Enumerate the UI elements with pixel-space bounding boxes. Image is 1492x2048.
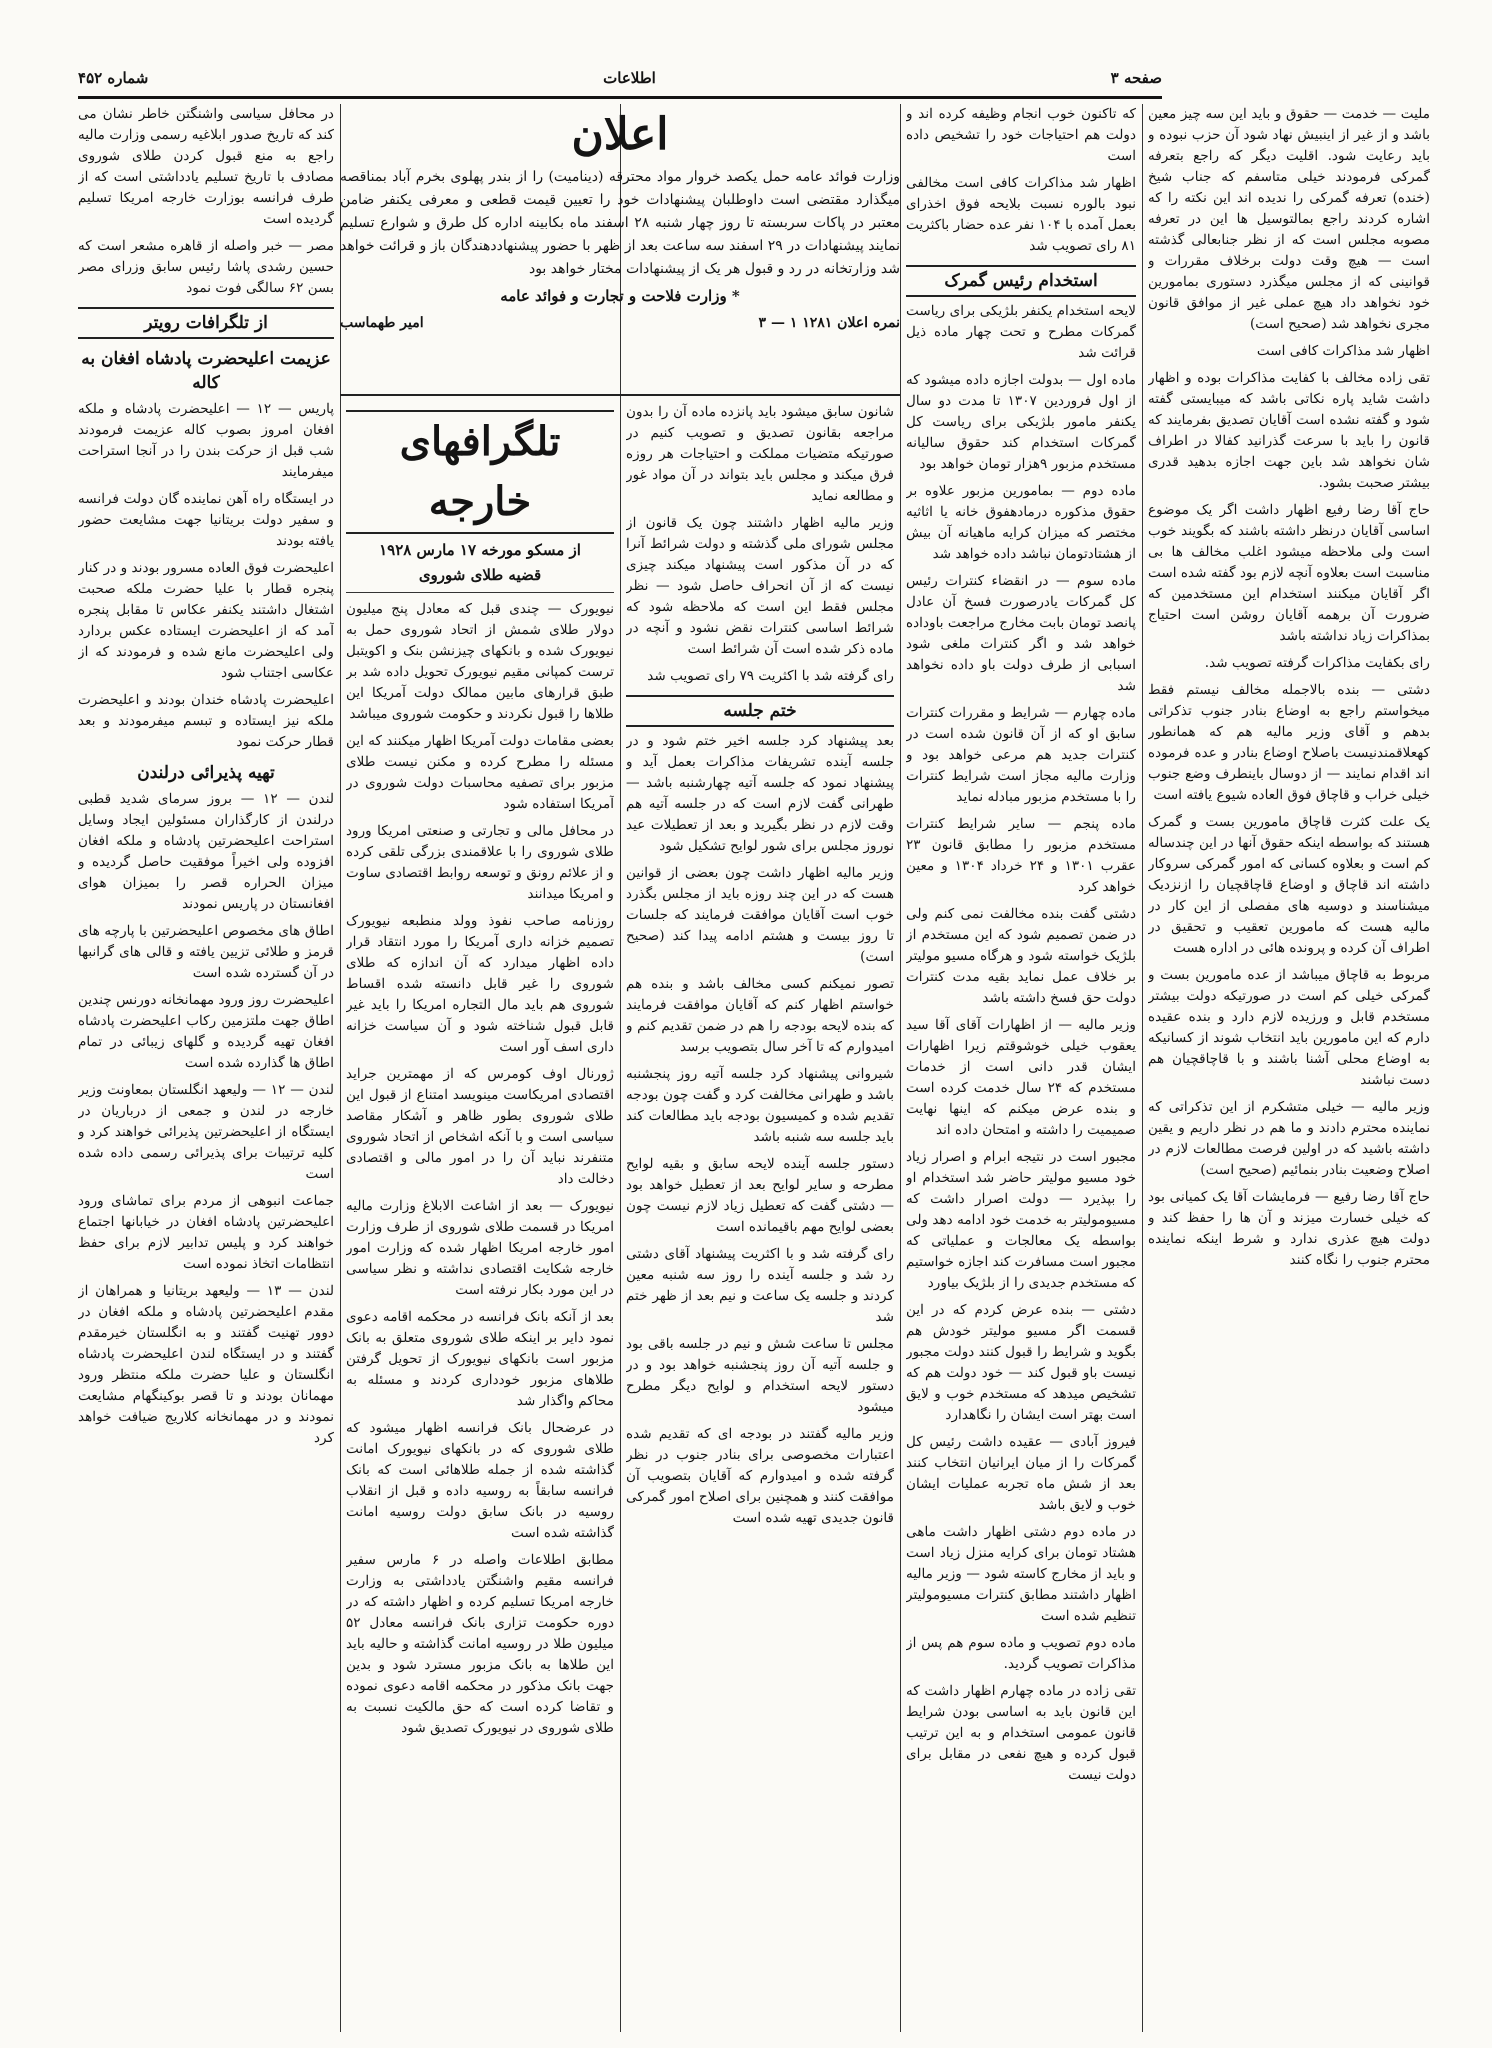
ad-footer <box>340 312 900 335</box>
paragraph: در ماده دوم دشتی اظهار داشت ماهی هشتاد تومان برای کرایه منزل زیاد است و باید از مخارج کاسته شود — وزیر مالیه اظهار داشتند مطابق کنترات مسیومولیتر تنظیم شده است <box>906 1524 1136 1624</box>
foreign-telegrams-title: تلگرافهای خارجه <box>346 410 614 534</box>
paragraph: ملیت — خدمت — حقوق و باید این سه چیز معین باشد و از غیر از اینبیش نهاد شود آن حزب نبوده و باید رعایت شود. اقلیت دیگر که راجع بتعرفه گمرکی فرمودند خیلی متاسفم که جناب شیخ (خنده) تعرفه گمرکی را ندیده اند این نکته را که اشاره کردند راجع بمالتوسیل ها این در تعرفه مصوبه مجلس است که از نظر جنابعالی گذشته است — هیچ وقت دولت برخلاف مقررات و قوانینی که از مجلس میگذرد دستوری بمامورین خود نخواهد داد هیچ عملی غیر از موافق قانون مجری نخواهد شد (صحیح است) <box>1148 106 1430 332</box>
paragraph: دشتی — بنده بالاجمله مخالف نیستم فقط میخواستم راجع به اوضاع بنادر جنوب تذکراتی بدهم و آقای وزیر مالیه هم که همانطور کهعلاقمندنیست باصلاح اوضاع بنادر و عده فرموده اند اقدام نمایند — از دوسال باینطرف وضع جنوب خیلی خراب و قاچاق فوق العاده شیوع یافته است <box>1148 682 1430 803</box>
page-number: صفحه ۳ <box>1110 69 1162 87</box>
column-rule <box>1142 104 1143 2032</box>
column-1 <box>1148 104 1430 2032</box>
paragraph: اطاق های مخصوص اعلیحضرتین با پارچه های قرمز و طلائی تزیین یافته و قالی های گرانبها در آن گسترده شده است <box>78 923 334 981</box>
paragraph: شیروانی پیشنهاد کرد جلسه آتیه روز پنجشنبه باشد و طهرانی مخالفت کرد و گفت چون بودجه تقدیم شده و کمیسیون بودجه باید مطالعات کند باید جلسه سه شنبه باشد <box>626 1066 894 1145</box>
paragraph: دشتی — بنده عرض کردم که در این قسمت اگر مسیو مولیتر خودش هم بگوید و شرایط را قبول کنند دولت مجبور نیست باو قبول کند — خود دولت هم که تشخیص میدهد که مستخدم خوب و لایق است بهتر است ایشان را نگاهدارد <box>906 1302 1136 1423</box>
section-heading: استخدام رئیس گمرک <box>906 265 1136 297</box>
paragraph: پاریس — ۱۲ — اعلیحضرت پادشاه و ملکه افغان امروز بصوب کاله عزیمت فرمودند شب قبل از حرکت بندن را در آنجا استراحت میفرمایند <box>78 401 334 480</box>
paragraph: نیویورک — بعد از اشاعت الابلاغ وزارت مالیه امریکا در قسمت طلای شوروی از طرف وزارت امور خارجه امریکا اظهار شده که وزارت امور خارجه شکایت اقتصادی نداشته و نظر سیاسی در این مورد بکار نرفته است <box>346 1198 614 1298</box>
issue-number: شماره ۴۵۲ <box>78 69 149 87</box>
section-heading: تهیه پذیرائی درلندن <box>137 763 275 783</box>
paragraph: حاج آقا رضا رفیع — فرمایشات آقا یک کمیانی بود که خیلی خسارت میزند و آن ها را حفظ کند و دولت هیچ عذری ندارد و شرط اینکه نماینده محترم جنوب را نگاه کنند <box>1148 1189 1430 1268</box>
paragraph: دستور جلسه آینده لایحه سابق و بقیه لوایح مطرحه و سایر لوایح بعد از تعطیل خواهد بود — دشتی گفت که تعطیل زیاد لازم نیست چون بعضی لوایح مهم باقیمانده است <box>626 1156 894 1235</box>
paragraph: لندن — ۱۳ — ولیعهد بریتانیا و همراهان از مقدم اعلیحضرتین پادشاه و ملکه افغان در دوور تهنیت گفتند و به انگلستان خیرمقدم گفتند و در ایستگاه لندن اعلیحضرت پادشاه انگلستان و علیا حضرت ملکه منتظر ورود مهمانان بودند و تا قصر بوکینگهام مشایعت نمودند و در مهمانخانه کلاریج ضیافت خواهد کرد <box>78 1283 334 1446</box>
paragraph: بعضی مقامات دولت آمریکا اظهار میکنند که این مسئله را مطرح کرده و مکنن نیست طلای مزبور برای تصفیه محاسبات دولت شوروی در آمریکا استفاده شود <box>346 733 614 812</box>
paragraph: در عرضحال بانک فرانسه اظهار میشود که طلای شوروی که در بانکهای نیویورک امانت گذاشته شده از جمله طلاهائی است که بانک فرانسه سابقاً به روسیه داده و قبل از انقلاب روسیه در بانک سابق دولت روسیه امانت گذاشته شده است <box>346 1420 614 1541</box>
paragraph: ماده چهارم — شرایط و مقررات کنترات سابق او که از آن قانون شده است در کنترات جدید هم مرعی خواهد بود و وزارت مالیه مجاز است شرایط کنترات را با مستخدم مزبور مبادله نماید <box>906 705 1136 805</box>
paragraph: نیویورک — چندی قبل که معادل پنج میلیون دولار طلای شمش از اتحاد شوروی حمل به نیویورک شده و بانکهای چیزنشن بنک و اکویتبل ترست کمپانی مقیم نیویورک تحویل داده شد بر طبق قرارهای مابین ممالک دولت آمریکا این طلاها را قبول نکردند و حکومت شوروی میباشد <box>346 601 614 722</box>
paragraph: مجلس تا ساعت شش و نیم در جلسه باقی بود و جلسه آتیه آن روز پنجشنبه خواهد بود و در دستور لایحه استخدام و لوایح دیگر مطرح میشود <box>626 1336 894 1415</box>
page-header <box>78 62 1162 94</box>
paragraph: اظهار شد مذاکرات کافی است مخالفی نبود بالوره نسبت بلایحه فوق اخذرای بعمل آمده با ۱۰۴ نفر عده حضار باکثریت ۸۱ رای تصویب شد <box>906 175 1136 254</box>
paragraph: فیروز آبادی — عقیده داشت رئیس کل گمرکات را از میان ایرانیان انتخاب کنند بعد از شش ماه تجربه عملیات ایشان خوب و لایق باشد <box>906 1434 1136 1513</box>
paragraph: در ایستگاه راه آهن نماینده گان دولت فرانسه و سفیر دولت بریتانیا جهت مشایعت حضور یافته بودند <box>78 491 334 549</box>
paragraph: جماعت انبوهی از مردم برای تماشای ورود اعلیحضرتین پادشاه افغان در خیابانها اجتماع خواهند کرد و پلیس تدابیر لازم برای حفظ انتظامات اتخاذ نموده است <box>78 1193 334 1272</box>
paragraph: ماده دوم تصویب و ماده سوم هم پس از مذاکرات تصویب گردید. <box>906 1635 1136 1672</box>
column-3 <box>626 402 894 2032</box>
section-heading: از تلگرافات رویتر <box>78 307 334 339</box>
paragraph: وزیر مالیه اظهار داشت چون بعضی از قوانین هست که در این چند روزه باید از مجلس بگذرد خوب است آقایان موافقت فرمایند که جلسات تا روز بیست و هشتم ادامه پیدا کند (صحیح است) <box>626 865 894 965</box>
paragraph: اعلیحضرت روز ورود مهمانخانه دورنس چندین اطاق جهت ملتزمین رکاب اعلیحضرت پادشاه افغان تهیه گردیده و گلهای زیبائی در تمام اطاق ها گذارده شده است <box>78 992 334 1071</box>
advertisement <box>340 104 900 396</box>
section-heading: ختم جلسه <box>626 695 894 727</box>
paragraph: ژورنال اوف کومرس که از مهمترین جراید اقتصادی امریکاست مینویسد امتناع از قبول این طلای شوروی بطور ظاهر و آشکار مقاصد سیاسی است و با آنکه اشخاص از اتحاد شوروی متنفرند نباید آن را در امور مالی و اقتصادی دخالت داد <box>346 1066 614 1187</box>
section-heading: عزیمت اعلیحضرت پادشاه افغان به کاله <box>81 349 331 393</box>
paragraph: حاج آقا رضا رفیع اظهار داشت اگر یک موضوع اساسی آقایان درنظر داشته باشند که بگویند خوب است ولی ملاحظه میشود اغلب مخالف ها بی مناسبت است بعلاوه آنچه لازم بود گفته شده است اگر آقایان میکنند استخدام این مستخدمین که ضرورت آن برهمه آقایان روشن است احتیاج بمذاکرات زیاد نداشته باشد <box>1148 502 1430 644</box>
paragraph: اظهار شد مذاکرات کافی است <box>1256 343 1430 359</box>
ad-ministry: * وزارت فلاحت و تجارت و فوائد عامه <box>500 287 740 305</box>
paragraph: ماده سوم — در انقضاء کنترات رئیس کل گمرکات یادرصورت فسخ آن عادل پانصد تومان بابت مخارج مراجعت باوداده خواهد شد و اگر کنترات ملغی شود اسبابی از طرف دولت باو داده نخواهد شد <box>906 573 1136 694</box>
paragraph: ماده پنجم — سایر شرایط کنترات مستخدم مزبور را مطابق قانون ۲۳ عقرب ۱۳۰۱ و ۲۴ خرداد ۱۳۰۴ و معین خواهد کرد <box>906 816 1136 895</box>
paragraph: بعد پیشنهاد کرد جلسه اخیر ختم شود و در جلسه آینده تشریفات مذاکرات بعمل آید و پیشنهاد نمود که جلسه آتیه چهارشنبه باشد — طهرانی گفت لازم است که در جلسه آتیه هم وقت لازم در نظر بگیرید و بعد از تعطیلات عید نوروز مجلس برای شور لوایح تشکیل شود <box>626 733 894 854</box>
paragraph: بعد از آنکه بانک فرانسه در محکمه اقامه دعوی نمود دایر بر اینکه طلای شوروی متعلق به بانک مزبور است بانکهای نیویورک از تحویل گرفتن طلاهای مزبور خودداری کردند و مسئله به محاکم واگذار شد <box>346 1309 614 1409</box>
paragraph: تقی زاده مخالف با کفایت مذاکرات بوده و اظهار داشت شاید پاره نکاتی باشد که میبایستی گفته شود و گفته نشده است آقایان تصدیق بفرمایند که قانون را باید با سرعت گذرانید کفالا در اطراف شان نخواهد شد باین جهت اجازه بدهید قدری بیشتر صحبت بشود. <box>1148 370 1430 491</box>
ad-title: اعلان <box>571 109 669 160</box>
newspaper-name: اطلاعات <box>603 69 656 87</box>
paragraph: رای گرفته شد و با اکثریت پیشنهاد آقای دشتی رد شد و جلسه آینده را روز سه شنبه معین کردند و جلسه یک ساعت و نیم بعد از ظهر ختم شد <box>626 1246 894 1325</box>
paragraph: لندن — ۱۲ — بروز سرمای شدید قطبی درلندن از کارگذاران مسئولین ایجاد وسایل استراحت اعلیحضرتین پادشاه و ملکه افغان افزوده ولی اخیراً موفقیت حاصل گردیده و میزان الحراره قصر را بمیزان هوای افغانستان در پاریس نمودند <box>78 791 334 912</box>
column-2 <box>906 104 1136 2032</box>
paragraph: یک علت کثرت قاچاق مامورین بست و گمرک هستند که بواسطه اینکه حقوق آنها در این چندساله کم است و بعلاوه کسانی که امور گمرکی سروکار داشته اند قاچاق و اوضاع قاچاقچیان را ازنزدیک میشناسند و دوسیه های مفصلی از این کار در مالیه هست که مامورین تعقیب و تحقیق در اطراف آن کرده و پرونده هائی در اداره هست <box>1148 814 1430 956</box>
paragraph: تصور نمیکنم کسی مخالف باشد و بنده هم خواستم اظهار کنم که آقایان موافقت فرمایند که بنده لایحه بودجه را هم در ضمن تقدیم کنم و امیدوارم که تا آخر سال بتصویب برسد <box>626 976 894 1055</box>
paragraph: وزیر مالیه — خیلی متشکرم از این تذکراتی که نماینده محترم دادند و ما هم در نظر داریم و یقین داشته باشید که در اولین فرصت مطالعات لازم در اصلاح وضعیت بنادر بنمائیم (صحیح است) <box>1148 1099 1430 1178</box>
paragraph: که تاکنون خوب انجام وظیفه کرده اند و دولت هم احتیاجات خود را تشخیص داده است <box>906 106 1136 164</box>
paragraph: مجبور است در نتیجه ابرام و اصرار زیاد خود مسیو مولیتر حاضر شد استخدام او را بپذیرد — دولت اصرار داشت که مسیومولیتر به خدمت خود ادامه دهد ولی بواسطه یک معالجات و عملیاتی که مجبور است مسافرت کند اجازه خواستیم که مستخدم جدیدی را از بلژیک بیاورد <box>906 1149 1136 1291</box>
paragraph: لایحه استخدام یکنفر بلژیکی برای ریاست گمرکات مطرح و تحت چهار ماده ذیل قرائت شد <box>906 303 1136 361</box>
paragraph: وزیر مالیه — از اظهارات آقای آقا سید یعقوب خیلی خوشوقتم زیرا اظهارات ایشان قدر دانی است از خدمات مستخدم که ۲۴ سال خدمت کرده است و بنده عرض میکنم که اینها نهایت صمیمیت را داشته و امتحان داده اند <box>906 1017 1136 1138</box>
paragraph: رای گرفته شد با اکثریت ۷۹ رای تصویب شد <box>647 668 894 684</box>
ad-number: نمره اعلان ۱۲۸۱ ۱ — ۳ <box>758 315 900 331</box>
paragraph: شانون سابق میشود باید پانزده ماده آن را بدون مراجعه بقانون تصدیق و تصویب کنیم در صورتیکه متضیات مملکت و احتیاجات هر روزه فرق میکند و مجلس باید بتواند در آن مواد غور و مطالعه نماید <box>626 404 894 504</box>
subheading: قضیه طلای شوروی <box>418 566 542 584</box>
column-5 <box>78 104 334 2032</box>
paragraph: مصر — خبر واصله از قاهره مشعر است که حسین رشدی پاشا رئیس سابق وزرای مصر بسن ۶۲ سالگی فوت نمود <box>78 238 334 296</box>
paragraph: مربوط به قاچاق میباشد از عده مامورین بست و گمرکی خیلی کم است در صورتیکه دولت بیشتر مستخدم قابل و ورزیده لازم دارد و بنده عقیده دارم که این مامورین باید انتخاب شوند از کسانیکه به اوضاع محلی آشنا باشند و با قاچاقچیان هم دست نباشند <box>1148 967 1430 1088</box>
column-4 <box>346 402 614 2032</box>
paragraph: در محافل مالی و تجارتی و صنعتی امریکا ورود طلای شوروی را با علاقمندی بزرگی تلقی کرده و از علائم رونق و توسعه روابط اقتصادی ساوت و امریکا میدانند <box>346 823 614 902</box>
paragraph: اعلیحضرت پادشاه خندان بودند و اعلیحضرت ملکه نیز ایستاده و تبسم میفرمودند و بعد قطار حرکت نمود <box>78 692 334 750</box>
paragraph: ماده اول — بدولت اجازه داده میشود که از اول فروردین ۱۳۰۷ تا مدت دو سال یکنفر مامور بلژیکی برای ریاست کل گمرکات استخدام کند حقوق سالیانه مستخدم مزبور ۹هزار تومان خواهد بود <box>906 372 1136 472</box>
paragraph: در محافل سیاسی واشنگتن خاطر نشان می کند که تاریخ صدور ابلاغیه رسمی وزارت مالیه راجع به منع قبول کردن طلای شوروی مصادف با تاریخ تسلیم یادداشتی است که از طرف فرانسه بوزارت خارجه امریکا تسلیم گردیده است <box>78 106 334 227</box>
column-rule <box>900 104 901 2032</box>
paragraph: روزنامه صاحب نفوذ وولد منطبعه نیویورک تصمیم خزانه داری آمریکا را مورد انتقاد قرار داده اظهار میدارد که آن اندازه که طلای شوروی را غیر قابل دانسته شده اقساط شوروی هم باید مال التجاره امریکا را باید غیر قابل قبول شناخته شود و آن سیاست خزانه داری اسف آور است <box>346 913 614 1055</box>
divider <box>346 592 614 593</box>
paragraph: لندن — ۱۲ — ولیعهد انگلستان بمعاونت وزیر خارجه در لندن و جمعی از درباریان در ایستگاه از اعلیحضرتین پذیرائی خواهند کرد و کلیه ترتیبات برای پذیرائی رسمی داده شده است <box>78 1082 334 1182</box>
header-rule <box>78 96 1162 99</box>
subheading: از مسکو مورخه ۱۷ مارس ۱۹۲۸ <box>379 541 581 559</box>
paragraph: وزیر مالیه گفتند در بودجه ای که تقدیم شده اعتبارات مخصوصی برای بنادر جنوب در نظر گرفته شده و امیدوارم که آقایان بتصویب آن موافقت کنند و همچنین برای اصلاح امور گمرکی قانون جدیدی تهیه شده است <box>626 1426 894 1526</box>
paragraph: تقی زاده در ماده چهارم اظهار داشت که این قانون باید به اساسی بودن شرایط قانون عمومی استخدام و به این ترتیب قبول کرده و هیچ نفعی در مقابل برای دولت نیست <box>906 1683 1136 1783</box>
paragraph: ماده دوم — بمامورین مزبور علاوه بر حقوق مذکوره درمادهفوق خانه یا اثاثیه مختصر که میزان کرایه ماهیانه آن بیش از هشتادتومان نباشد داده خواهد شد <box>906 483 1136 562</box>
paragraph: رای بکفایت مذاکرات گرفته تصویب شد. <box>1204 655 1430 671</box>
paragraph: اعلیحضرت فوق العاده مسرور بودند و در کنار پنجره قطار با علیا حضرت ملکه صحبت اشتغال داشتند یکنفر عکاس تا مقابل پنجره آمد که از اعلیحضرت ایستاده عکس بردارد ولی اعلیحضرت مانع شده و فرمودند که از عکاسی اجتناب شود <box>78 560 334 681</box>
ad-body: وزارت فوائد عامه حمل یکصد خروار مواد محترقه (دینامیت) را از بندر پهلوی بخرم آباد بمناقصه میگذارد مقتضی است داوطلبان پیشنهادات خود را تعیین قیمت قطعی و معرفی یکنفر ضامن معتبر در پاکات سربسته تا روز چهار شنبه ۲۸ اسفند ماه بکابینه اداره کل طرق و شوارع تسلیم نمایند پیشنهادات در ۲۹ اسفند سه ساعت بعد از ظهر با حضور پیشنهاددهندگان باز و قرائت خواهد شد وزارتخانه در رد و قبول هر یک از پیشنهادات مختار خواهد بود <box>340 169 900 277</box>
ad-signer: امیر طهماسب <box>340 315 424 331</box>
paragraph: وزیر مالیه اظهار داشتند چون یک قانون از مجلس شورای ملی گذشته و دولت شرائط آنرا که در آن مذکور است پیشنهاد میکند چیزی نیست که از آن انحراف حاصل شود — نظر مجلس فقط این است که ملاحظه شود که شرائط اساسی کنترات نقض نشود و آنچه در ماده ذکر شده است آن شرائط است <box>626 515 894 657</box>
paragraph: دشتی گفت بنده مخالفت نمی کنم ولی در ضمن تصمیم شود که این مستخدم از بلژیک خواسته شود و هرگاه مسیو مولیتر بر خلاف عمل نماید بقیه مدت کنترات دولت حق فسخ داشته باشد <box>906 906 1136 1006</box>
paragraph: مطابق اطلاعات واصله در ۶ مارس سفیر فرانسه مقیم واشنگتن یادداشتی به وزارت خارجه امریکا تسلیم کرده و اظهار داشته که در دوره حکومت تزاری بانک فرانسه معادل ۵۲ میلیون طلا در روسیه امانت گذاشته و حالیه باید این طلاها به بانک مزبور مسترد شود و بدین جهت بانک مذکور در محکمه اقامه دعوی نموده و تقاضا کرده است که حق مالکیت نسبت به طلای شوروی در نیویورک تصدیق شود <box>346 1552 614 1736</box>
